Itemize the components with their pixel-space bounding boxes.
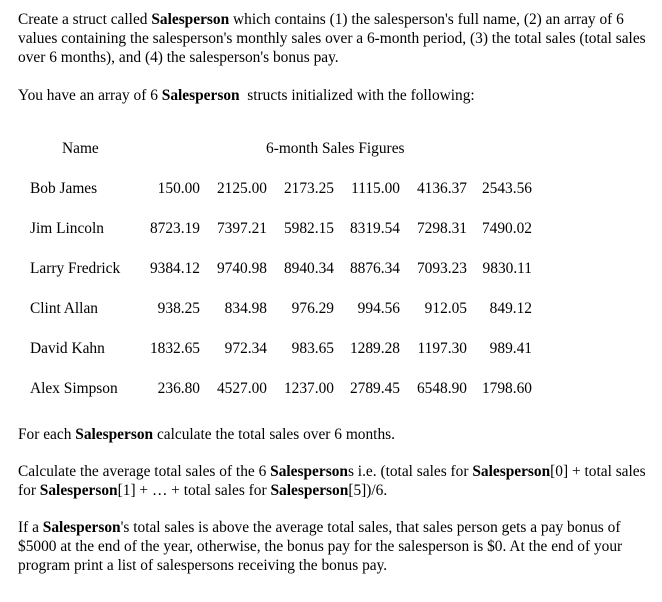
sales-value: 1798.60 bbox=[481, 380, 532, 397]
salesperson-name: Bob James bbox=[30, 180, 98, 197]
salesperson-name: Larry Fredrick bbox=[30, 260, 121, 277]
avg-text-4: [1] + … + total sales for bbox=[117, 482, 271, 499]
each-text-1: For each bbox=[18, 426, 76, 443]
average-paragraph bbox=[18, 462, 648, 500]
sales-value: 989.41 bbox=[489, 340, 532, 357]
salesperson-name: Jim Lincoln bbox=[30, 220, 104, 237]
avg-text-3: [0] + total sales for bbox=[18, 463, 646, 499]
sales-value: 912.05 bbox=[424, 300, 467, 317]
sales-value: 7490.02 bbox=[481, 220, 532, 237]
salesperson-name: Alex Simpson bbox=[30, 380, 118, 397]
sales-value: 7093.23 bbox=[416, 260, 467, 277]
sales-value: 9740.98 bbox=[216, 260, 267, 277]
avg-text-5: [5])/6. bbox=[348, 482, 388, 499]
sales-value: 972.34 bbox=[224, 340, 267, 357]
avg-text-2: s i.e. (total sales for bbox=[347, 463, 473, 480]
bonus-text-2: 's total sales is above the average total sales, that sales person gets a pay bonus of $5000 at the end of the year, otherwise, the bonus pay for the salesperson is $0. At the end of your program print a list of salespersons receiving the bonus pay. bbox=[18, 519, 623, 574]
header-name: Name bbox=[62, 140, 99, 157]
table-row bbox=[18, 379, 648, 399]
sales-value: 236.80 bbox=[157, 380, 200, 397]
sales-table bbox=[18, 139, 648, 401]
each-struct-name: Salesperson bbox=[75, 426, 154, 443]
table-row bbox=[18, 339, 648, 359]
table-row bbox=[18, 259, 648, 279]
sales-value: 1115.00 bbox=[351, 180, 400, 197]
avg-struct-name-2: Salesperson bbox=[472, 463, 551, 480]
table-row bbox=[18, 179, 648, 199]
sales-value: 849.12 bbox=[489, 300, 532, 317]
intro-paragraph bbox=[18, 10, 648, 67]
sales-value: 983.65 bbox=[291, 340, 334, 357]
array-struct-name: Salesperson bbox=[161, 87, 240, 104]
sales-value: 9384.12 bbox=[149, 260, 200, 277]
table-row bbox=[18, 219, 648, 239]
avg-text-1: Calculate the average total sales of the 6 bbox=[18, 463, 271, 480]
sales-value: 976.29 bbox=[291, 300, 334, 317]
sales-value: 1237.00 bbox=[283, 380, 334, 397]
sales-value: 2125.00 bbox=[216, 180, 267, 197]
each-paragraph bbox=[18, 425, 648, 444]
intro-struct-name: Salesperson bbox=[151, 11, 230, 28]
table-row bbox=[18, 299, 648, 319]
array-paragraph bbox=[18, 86, 648, 105]
sales-value: 994.56 bbox=[357, 300, 400, 317]
sales-value: 150.00 bbox=[157, 180, 200, 197]
sales-value: 7298.31 bbox=[416, 220, 467, 237]
each-text-2: calculate the total sales over 6 months. bbox=[153, 426, 395, 443]
bonus-struct-name: Salesperson bbox=[42, 519, 121, 536]
salesperson-name: David Kahn bbox=[30, 340, 105, 357]
salesperson-name: Clint Allan bbox=[30, 300, 98, 317]
sales-value: 8319.54 bbox=[349, 220, 400, 237]
sales-value: 8723.19 bbox=[149, 220, 200, 237]
sales-value: 4527.00 bbox=[216, 380, 267, 397]
bonus-text-1: If a bbox=[18, 519, 43, 536]
sales-value: 8940.34 bbox=[283, 260, 334, 277]
sales-value: 938.25 bbox=[157, 300, 200, 317]
intro-text-2: which contains (1) the salesperson's full name, (2) an array of 6 values containing the salesperson's monthly sales over a 6-month period, (3) the total sales (total sales over 6 months), and (4) the salesperson's bonus pay. bbox=[18, 11, 646, 66]
sales-value: 4136.37 bbox=[416, 180, 467, 197]
sales-value: 6548.90 bbox=[416, 380, 467, 397]
sales-value: 2789.45 bbox=[349, 380, 400, 397]
sales-value: 9830.11 bbox=[482, 260, 532, 277]
avg-struct-name-1: Salesperson bbox=[270, 463, 348, 480]
sales-value: 834.98 bbox=[224, 300, 267, 317]
sales-value: 8876.34 bbox=[349, 260, 400, 277]
sales-value: 5982.15 bbox=[283, 220, 334, 237]
document bbox=[18, 8, 648, 575]
avg-struct-name-3: Salesperson bbox=[39, 482, 118, 499]
array-text-1: You have an array of 6 bbox=[18, 87, 162, 104]
header-sales-figures: 6-month Sales Figures bbox=[266, 140, 405, 157]
bonus-paragraph bbox=[18, 518, 648, 575]
array-text-2: structs initialized with the following: bbox=[239, 87, 475, 104]
sales-value: 7397.21 bbox=[216, 220, 267, 237]
sales-value: 2543.56 bbox=[481, 180, 532, 197]
avg-struct-name-4: Salesperson bbox=[270, 482, 349, 499]
sales-value: 2173.25 bbox=[283, 180, 334, 197]
sales-value: 1197.30 bbox=[417, 340, 467, 357]
sales-value: 1832.65 bbox=[149, 340, 200, 357]
intro-text-1: Create a struct called bbox=[18, 11, 152, 28]
sales-value: 1289.28 bbox=[349, 340, 400, 357]
